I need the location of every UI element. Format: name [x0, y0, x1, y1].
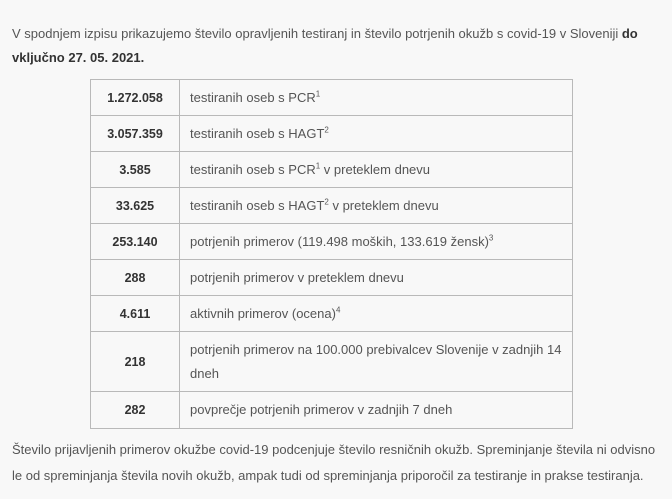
stat-label — [180, 152, 573, 188]
stat-label — [180, 332, 573, 392]
table-row — [91, 392, 573, 429]
table-row — [91, 224, 573, 260]
stat-label — [180, 392, 573, 429]
footnote-marker: 3 — [488, 233, 494, 243]
stat-value: 3.057.359 — [91, 116, 180, 152]
table-row — [91, 296, 573, 332]
stat-label-text: potrjenih primerov na 100.000 prebivalcev Slovenije v zadnjih 14 dneh — [190, 341, 562, 381]
stat-value: 288 — [91, 260, 180, 296]
outro-paragraph: Število prijavljenih primerov okužbe covid-19 podcenjuje število resničnih okužb. Spreminjanje števila ni odvisno le od spreminjanja števila novih okužb, ampak tudi od spreminjanja priporočil za testiranje in prakse testiranja. — [12, 442, 656, 483]
stat-label — [180, 116, 573, 152]
stat-label-text: testiranih oseb s PCR — [190, 161, 316, 177]
stat-label-text: aktivnih primerov (ocena) — [190, 305, 336, 321]
footnote-marker: 1 — [315, 89, 321, 99]
intro-date: do vključno 27. 05. 2021. — [12, 26, 638, 65]
stat-label-text: povprečje potrjenih primerov v zadnjih 7 dneh — [190, 402, 453, 417]
stat-value: 3.585 — [91, 152, 180, 188]
stat-label-suffix: v preteklem dnevu — [320, 161, 431, 177]
stat-label-text: testiranih oseb s HAGT — [190, 197, 325, 213]
stat-label — [180, 296, 573, 332]
stat-label-text: potrjenih primerov v preteklem dnevu — [190, 269, 404, 285]
stat-value: 33.625 — [91, 188, 180, 224]
stat-label — [180, 80, 573, 116]
intro-paragraph — [12, 22, 662, 70]
stat-label-text: testiranih oseb s HAGT — [190, 125, 325, 141]
stat-label — [180, 224, 573, 260]
stat-value: 253.140 — [91, 224, 180, 260]
table-row — [91, 116, 573, 152]
footnote-marker: 4 — [335, 305, 341, 315]
stat-label — [180, 188, 573, 224]
footnote-marker: 1 — [315, 161, 321, 171]
table-row — [91, 152, 573, 188]
covid-stats-table — [90, 79, 573, 429]
stat-label-suffix: v preteklem dnevu — [328, 197, 439, 213]
stat-value: 282 — [91, 392, 180, 429]
table-row — [91, 332, 573, 392]
stat-value: 4.611 — [91, 296, 180, 332]
table-row — [91, 80, 573, 116]
stat-label-text: testiranih oseb s PCR — [190, 89, 316, 105]
stat-label — [180, 260, 573, 296]
stat-value: 218 — [91, 332, 180, 392]
stat-label-text: potrjenih primerov (119.498 moških, 133.619 žensk) — [190, 233, 489, 249]
footnote-marker: 2 — [324, 125, 329, 135]
stat-value: 1.272.058 — [91, 80, 180, 116]
table-row — [91, 260, 573, 296]
intro-text: V spodnjem izpisu prikazujemo število opravljenih testiranj in število potrjenih okužb s covid-19 v Sloveniji — [12, 26, 622, 41]
table-row — [91, 188, 573, 224]
footnote-marker: 2 — [324, 197, 329, 207]
